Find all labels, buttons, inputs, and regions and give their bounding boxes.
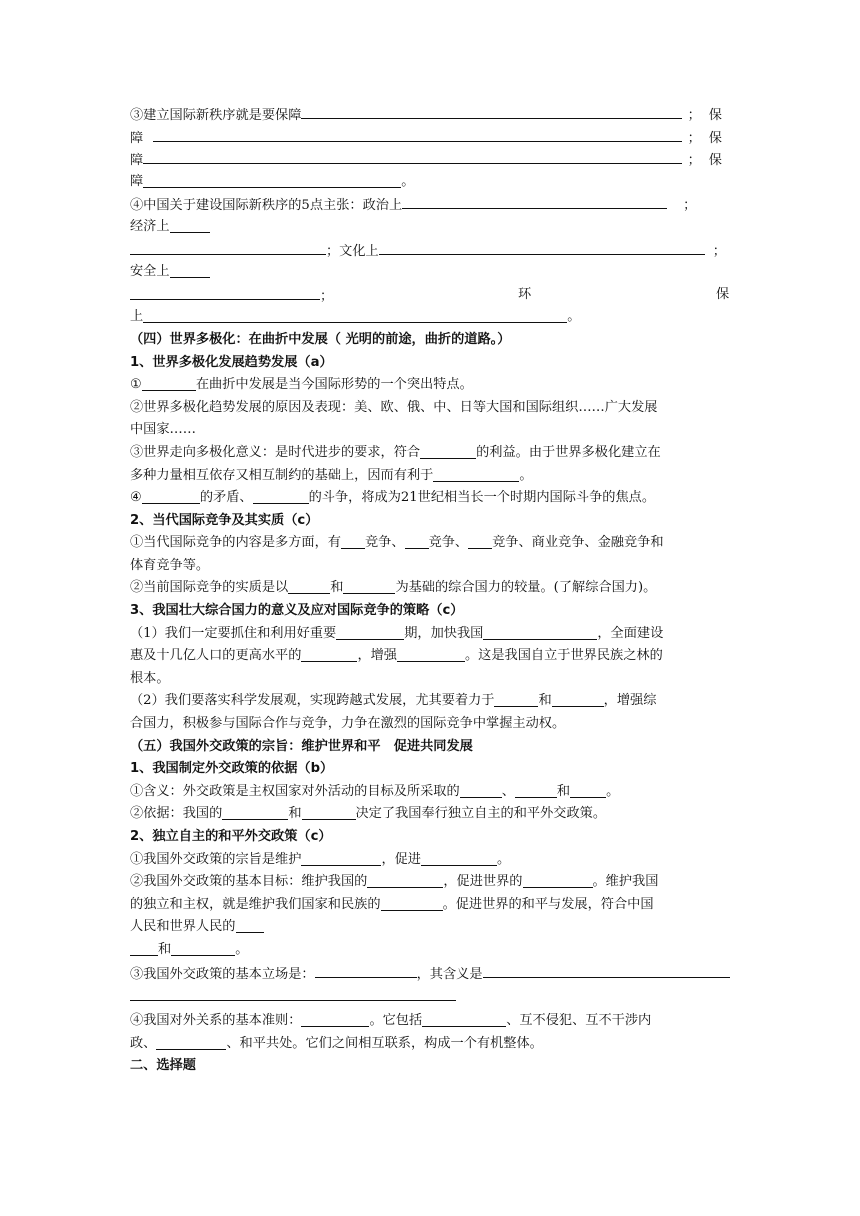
text: 人民和世界人民的	[130, 919, 236, 935]
line-9	[130, 284, 730, 307]
blank[interactable]	[570, 782, 606, 798]
heading-1: 1、世界多极化发展趋势发展（a）	[130, 354, 333, 370]
text: 和	[158, 941, 172, 957]
line-7	[130, 239, 730, 262]
blank[interactable]	[142, 375, 196, 391]
blank[interactable]	[494, 691, 538, 707]
text: ①	[130, 377, 142, 393]
text: 。	[606, 783, 620, 799]
blank[interactable]	[156, 1034, 226, 1050]
text: 惠及十几亿人口的更高水平的	[130, 648, 302, 664]
line-35	[130, 1033, 730, 1056]
line-11	[130, 374, 730, 397]
blank[interactable]	[367, 872, 443, 888]
text: 。维护我国	[592, 874, 659, 890]
text: ；文化上	[326, 243, 379, 259]
blank[interactable]	[343, 578, 395, 594]
text: 。它包括	[369, 1013, 423, 1029]
blank[interactable]	[381, 895, 443, 911]
heading-4: 1、我国制定外交政策的依据（b）	[130, 761, 334, 777]
text: （1）我们一定要抓住和利用好重要	[130, 625, 337, 641]
text: 决定了我国奉行独立自主的和平外交政策。	[355, 806, 607, 822]
blank[interactable]	[515, 782, 557, 798]
blank[interactable]	[130, 940, 158, 956]
blank[interactable]	[420, 443, 476, 459]
text: 。	[401, 173, 415, 189]
line-3	[130, 148, 730, 171]
text: 的矛盾、	[199, 490, 253, 506]
line-16	[130, 487, 730, 510]
blank[interactable]	[301, 850, 381, 866]
text: 。	[497, 851, 511, 867]
text: ，促进世界的	[443, 874, 523, 890]
blank[interactable]	[421, 850, 497, 866]
heading-5: 2、独立自主的和平外交政策（c）	[130, 829, 332, 844]
text: ①我国外交政策的宗旨是维护	[130, 851, 302, 867]
text: 、和平共处。它们之间相互联系，构成一个有机整体。	[226, 1035, 543, 1051]
text: 、互不侵犯、互不干涉内	[506, 1013, 652, 1029]
blank[interactable]	[552, 691, 604, 707]
heading-2: 2、当代国际竞争及其实质（c）	[130, 512, 319, 528]
text: 为基础的综合国力的较量。(了解综合国力)。	[395, 580, 657, 596]
text: 障	[130, 130, 144, 146]
blank[interactable]	[336, 624, 404, 640]
text: 和	[538, 693, 552, 709]
text: ④我国对外关系的基本准则：	[130, 1013, 302, 1029]
blank[interactable]	[523, 872, 593, 888]
blank[interactable]	[397, 646, 465, 662]
line-26	[130, 803, 730, 826]
heading-section-2: 二、选择题	[130, 1058, 196, 1074]
text: ③建立国际新秩序就是要保障	[130, 108, 302, 123]
text: ；保	[687, 108, 730, 123]
blank[interactable]	[433, 466, 519, 482]
blank[interactable]	[222, 804, 288, 820]
line-23	[130, 690, 730, 713]
line-14	[130, 442, 730, 465]
text: 。	[235, 941, 249, 957]
text: 环	[518, 286, 532, 302]
text: ，增强	[357, 648, 397, 664]
text: ②我国外交政策的基本目标：维护我国的	[130, 874, 368, 890]
line-12: ②世界多极化趋势发展的原因及表现：美、欧、俄、中、日等大国和国际组织……广大发展	[130, 399, 658, 415]
blank[interactable]	[143, 307, 567, 323]
blank[interactable]	[301, 646, 357, 662]
text: ②当前国际竞争的实质是以	[130, 580, 289, 596]
text: ①含义：外交政策是主权国家对外活动的目标及所采取的	[130, 783, 460, 799]
line-8	[130, 261, 730, 284]
line-29	[130, 894, 730, 917]
text: 上	[130, 309, 144, 325]
text: 政、	[130, 1035, 157, 1051]
text: ，其含义是	[416, 966, 483, 982]
line-34	[130, 1010, 730, 1033]
text: ，全面建设	[597, 625, 664, 641]
blank[interactable]	[170, 262, 210, 278]
blank[interactable]	[405, 533, 429, 549]
line-1	[130, 103, 730, 126]
heading-section-4: （四）世界多极化：在曲折中发展（ 光明的前途，曲折的道路。）	[130, 331, 511, 347]
blank[interactable]	[171, 940, 235, 956]
line-4	[130, 171, 730, 194]
line-32	[130, 962, 730, 985]
text: 在曲折中发展是当今国际形势的一个突出特点。	[195, 377, 473, 393]
blank[interactable]	[302, 804, 356, 820]
blank[interactable]	[379, 239, 705, 255]
blank[interactable]	[315, 962, 417, 978]
line-18: 体育竞争等。	[130, 557, 210, 573]
line-5	[130, 193, 730, 216]
text: 安全上	[130, 264, 170, 280]
line-10	[130, 306, 730, 329]
line-30	[130, 916, 730, 939]
blank[interactable]	[153, 126, 681, 142]
blank[interactable]	[236, 917, 264, 933]
text: 竞争、	[428, 535, 469, 551]
text: 障	[130, 173, 144, 189]
blank[interactable]	[253, 488, 309, 504]
text: ；	[320, 288, 334, 304]
text: 和	[556, 783, 571, 799]
text: 期，加快我国	[404, 625, 484, 641]
blank[interactable]	[301, 103, 681, 119]
text: ；保	[687, 153, 730, 169]
text: ③世界走向多极化意义：是时代进步的要求，符合	[130, 444, 421, 460]
text: 竞争、商业竞争、金融竞争和	[492, 535, 664, 551]
text: ；保	[687, 130, 730, 146]
text: 。促进世界的和平与发展，符合中国	[442, 896, 654, 912]
text: 、	[501, 783, 515, 799]
text: ④	[130, 490, 142, 506]
line-17	[130, 532, 730, 555]
text: 。这是我国自立于世界民族之林的	[465, 648, 663, 664]
blank[interactable]	[130, 284, 320, 300]
blank[interactable]	[460, 782, 502, 798]
text: ；	[683, 198, 697, 214]
text: 竞争、	[365, 535, 405, 551]
line-25	[130, 781, 730, 804]
text: 的斗争，将成为21世纪相当长一个时期内国际斗争的焦点。	[308, 490, 656, 506]
text: 的利益。由于世界多极化建立在	[476, 444, 661, 460]
blank[interactable]	[341, 533, 365, 549]
text: 经济上	[130, 218, 170, 234]
blank[interactable]	[143, 172, 401, 188]
text: ②依据：我国的	[130, 806, 223, 822]
line-27	[130, 849, 730, 872]
text: 和	[330, 580, 344, 596]
text: ；	[712, 243, 726, 259]
blank[interactable]	[130, 985, 456, 1001]
blank[interactable]	[288, 578, 330, 594]
blank[interactable]	[142, 488, 200, 504]
heading-3: 3、我国壮大综合国力的意义及应对国际竞争的策略（c）	[130, 603, 464, 619]
text: ③我国外交政策的基本立场是：	[130, 966, 315, 982]
text: 。	[519, 467, 533, 483]
blank[interactable]	[483, 962, 730, 978]
line-31	[130, 939, 730, 962]
blank[interactable]	[483, 624, 597, 640]
line-33	[130, 984, 730, 1010]
line-13: 中国家……	[130, 422, 196, 438]
text: 保	[716, 286, 730, 302]
line-28	[130, 871, 730, 894]
blank[interactable]	[130, 239, 326, 255]
text: 和	[288, 806, 302, 822]
heading-section-5: （五）我国外交政策的宗旨：维护世界和平 促进共同发展	[130, 738, 473, 754]
text: 多种力量相互依存又相互制约的基础上，因而有利于	[130, 467, 434, 483]
text: ①当代国际竞争的内容是多方面，有	[130, 535, 341, 551]
line-21	[130, 645, 730, 668]
blank[interactable]	[422, 1011, 506, 1027]
text: 障	[130, 153, 144, 169]
line-20	[130, 623, 730, 646]
line-2	[130, 126, 730, 149]
text: 的独立和主权，就是维护我们国家和民族的	[130, 896, 381, 912]
blank[interactable]	[301, 1011, 369, 1027]
text: （2）我们要落实科学发展观，实现跨越式发展，尤其要着力于	[130, 693, 495, 709]
text: ，促进	[381, 851, 421, 867]
blank[interactable]	[170, 217, 210, 233]
line-15	[130, 465, 730, 488]
line-6	[130, 216, 730, 239]
blank[interactable]	[402, 193, 667, 209]
document-page	[130, 103, 730, 1078]
line-24: 合国力，积极参与国际合作与竞争，力争在激烈的国际竞争中掌握主动权。	[130, 716, 566, 732]
text: 。	[567, 309, 581, 325]
line-22: 根本。	[130, 670, 170, 686]
blank[interactable]	[143, 148, 681, 164]
text: ，增强综	[603, 693, 657, 709]
text: ④中国关于建设国际新秩序的5点主张：政治上	[130, 198, 403, 214]
blank[interactable]	[468, 533, 492, 549]
line-19	[130, 577, 730, 600]
